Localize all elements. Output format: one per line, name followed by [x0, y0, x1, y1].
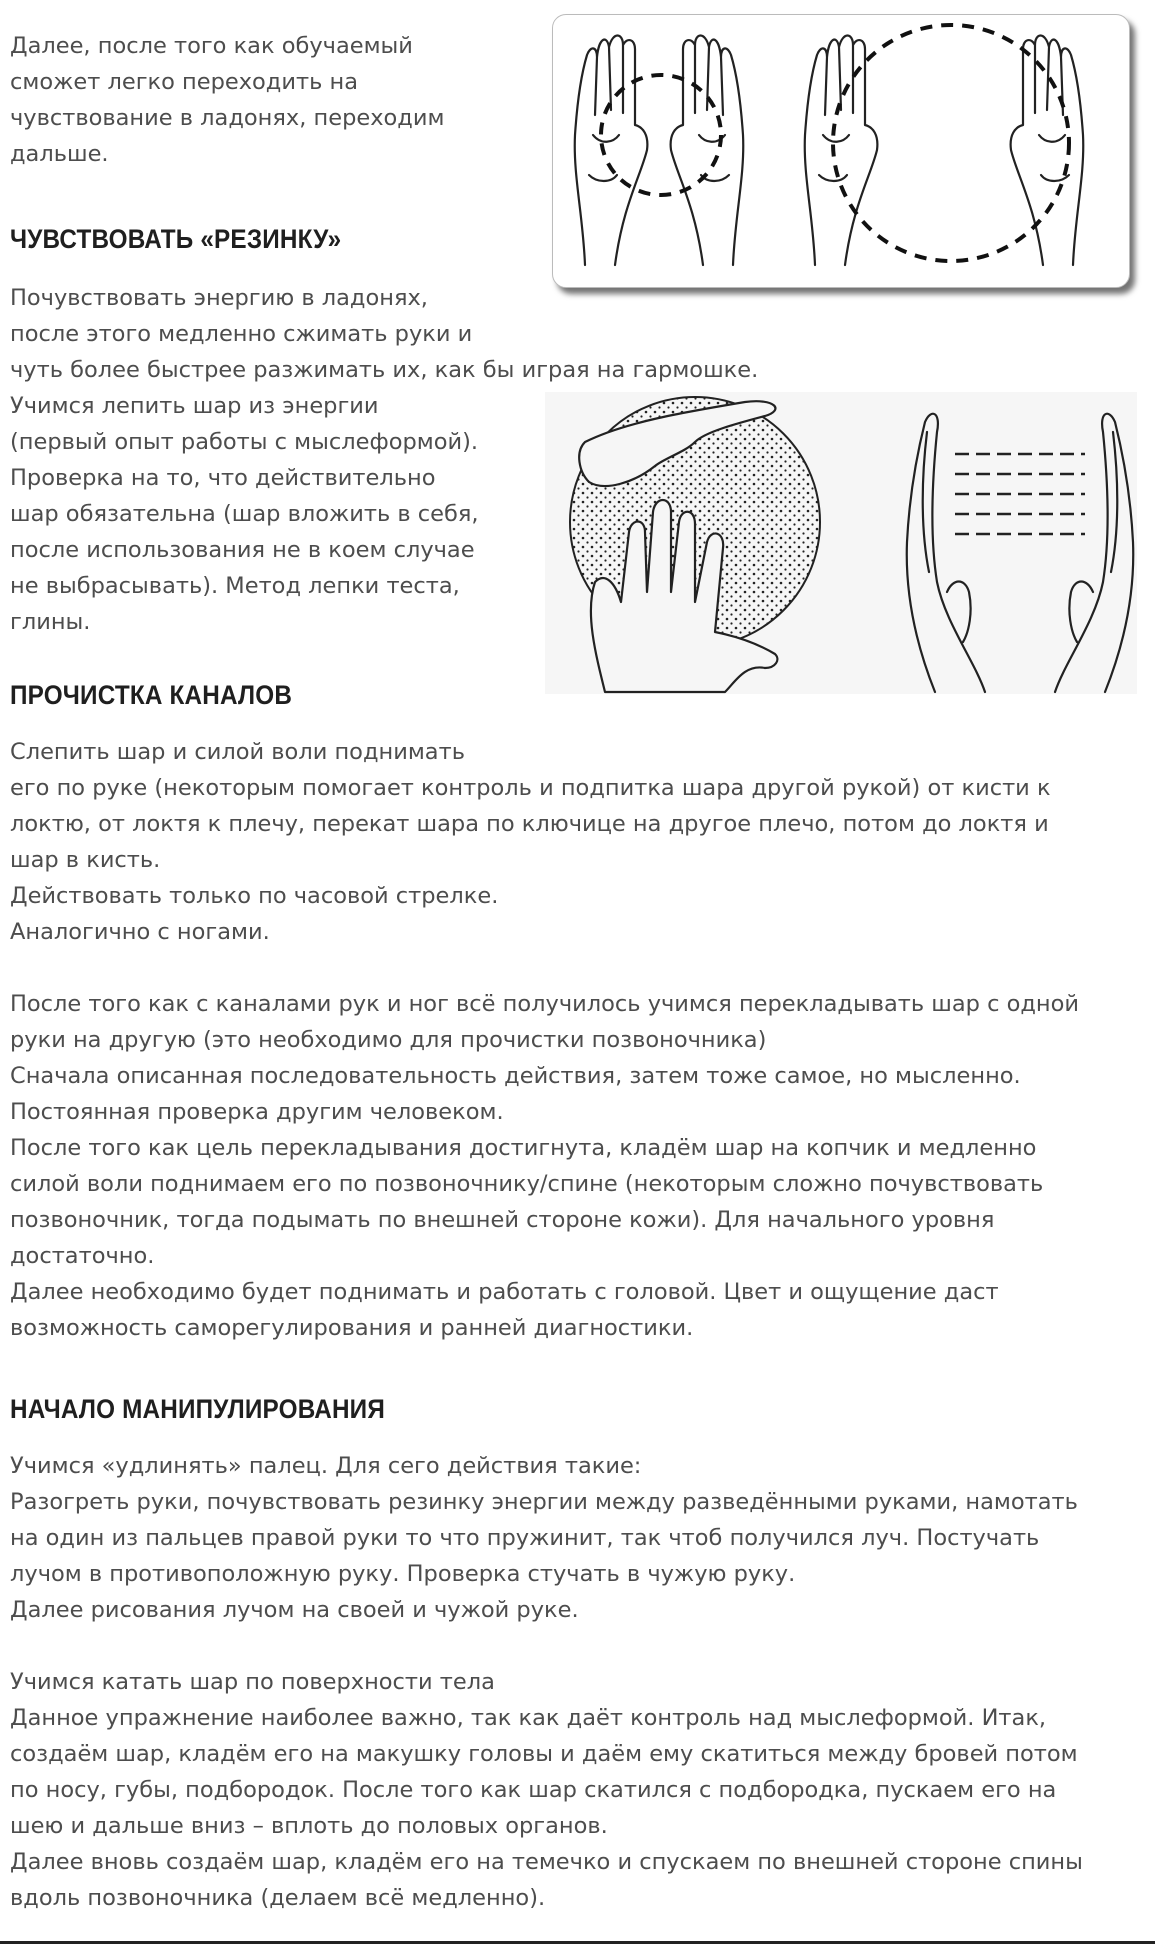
- text-line: Учимся катать шар по поверхности тела: [10, 1669, 495, 1695]
- intro-paragraph: [10, 28, 444, 172]
- section-heading-rubber: ЧУВСТВОВАТЬ «РЕЗИНКУ»: [10, 224, 342, 254]
- text-line: Далее вновь создаём шар, кладём его на темечко и спускаем по внешней стороне спины: [10, 1849, 1083, 1875]
- text-line: на один из пальцев правой руки то что пружинит, так чтоб получился луч. Постучать: [10, 1525, 1040, 1551]
- text-line: вдоль позвоночника (делаем всё медленно).: [10, 1885, 546, 1911]
- energy-ball-hands-illustration: [545, 392, 1137, 694]
- section-heading-channels: ПРОЧИСТКА КАНАЛОВ: [10, 680, 293, 710]
- text-line: Сначала описанная последовательность действия, затем тоже самое, но мысленно.: [10, 1063, 1021, 1089]
- text-line: его по руке (некоторым помогает контроль и подпитка шара другой рукой) от кисти к: [10, 775, 1051, 801]
- section3-paragraph-2: [10, 1664, 1083, 1916]
- text-line: Учимся «удлинять» палец. Для сего действия такие:: [10, 1453, 642, 1479]
- section2-paragraph-2: [10, 986, 1079, 1346]
- text-line: после этого медленно сжимать руки и: [10, 321, 473, 347]
- text-line: локтю, от локтя к плечу, перекат шара по ключице на другое плечо, потом до локтя и: [10, 811, 1049, 837]
- text-line: Далее рисования лучом на своей и чужой руке.: [10, 1597, 579, 1623]
- text-line: лучом в противоположную руку. Проверка стучать в чужую руку.: [10, 1561, 796, 1587]
- text-line: (первый опыт работы с мыслеформой).: [10, 429, 479, 455]
- text-line: после использования не в коем случае: [10, 537, 475, 563]
- text-line: достаточно.: [10, 1243, 155, 1269]
- section3-paragraph: [10, 1448, 1078, 1628]
- text-line: глины.: [10, 609, 91, 635]
- bottom-divider: [0, 1941, 1155, 1944]
- text-line: по носу, губы, подбородок. После того как шар скатился с подбородка, пускаем его на: [10, 1777, 1057, 1803]
- text-line: возможность саморегулирования и ранней диагностики.: [10, 1315, 694, 1341]
- text-line: Данное упражнение наиболее важно, так как даёт контроль над мыслеформой. Итак,: [10, 1705, 1047, 1731]
- text-line: Проверка на то, что действительно: [10, 465, 436, 491]
- text-line: Действовать только по часовой стрелке.: [10, 883, 499, 909]
- text-line: После того как цель перекладывания достигнута, кладём шар на копчик и медленно: [10, 1135, 1037, 1161]
- text-line: не выбрасывать). Метод лепки теста,: [10, 573, 460, 599]
- hands-with-dashed-circles-illustration: [552, 14, 1130, 288]
- text-line: шар обязательна (шар вложить в себя,: [10, 501, 479, 527]
- section-heading-manipulation: НАЧАЛО МАНИПУЛИРОВАНИЯ: [10, 1394, 385, 1424]
- text-line: После того как с каналами рук и ног всё получилось учимся перекладывать шар с одной: [10, 991, 1080, 1017]
- text-line: Аналогично с ногами.: [10, 919, 270, 945]
- text-line: позвоночник, тогда подымать по внешней стороне кожи). Для начального уровня: [10, 1207, 995, 1233]
- text-line: Почувствовать энергию в ладонях,: [10, 285, 428, 311]
- text-line: Слепить шар и силой воли поднимать: [10, 739, 465, 765]
- text-line: создаём шар, кладём его на макушку головы и даём ему скатиться между бровей потом: [10, 1741, 1078, 1767]
- text-line: чуть более быстрее разжимать их, как бы играя на гармошке.: [10, 357, 759, 383]
- text-line: руки на другую (это необходимо для прочистки позвоночника): [10, 1027, 767, 1053]
- text-line: шар в кисть.: [10, 847, 161, 873]
- text-line: Учимся лепить шар из энергии: [10, 393, 379, 419]
- hands-circles-svg: [553, 15, 1129, 287]
- text-line: Разогреть руки, почувствовать резинку энергии между разведёнными руками, намотать: [10, 1489, 1078, 1515]
- section2-paragraph: [10, 734, 1051, 950]
- text-line: Далее необходимо будет поднимать и работать с головой. Цвет и ощущение даст: [10, 1279, 999, 1305]
- text-line: шею и дальше вниз – вплоть до половых органов.: [10, 1813, 608, 1839]
- intro-line: сможет легко переходить на: [10, 69, 358, 95]
- intro-line: чувствование в ладонях, переходим: [10, 105, 445, 131]
- intro-line: Далее, после того как обучаемый: [10, 33, 413, 59]
- text-line: силой воли поднимаем его по позвоночнику/спине (некоторым сложно почувствовать: [10, 1171, 1044, 1197]
- text-line: Постоянная проверка другим человеком.: [10, 1099, 504, 1125]
- energy-ball-svg: [545, 392, 1137, 694]
- intro-line: дальше.: [10, 141, 109, 167]
